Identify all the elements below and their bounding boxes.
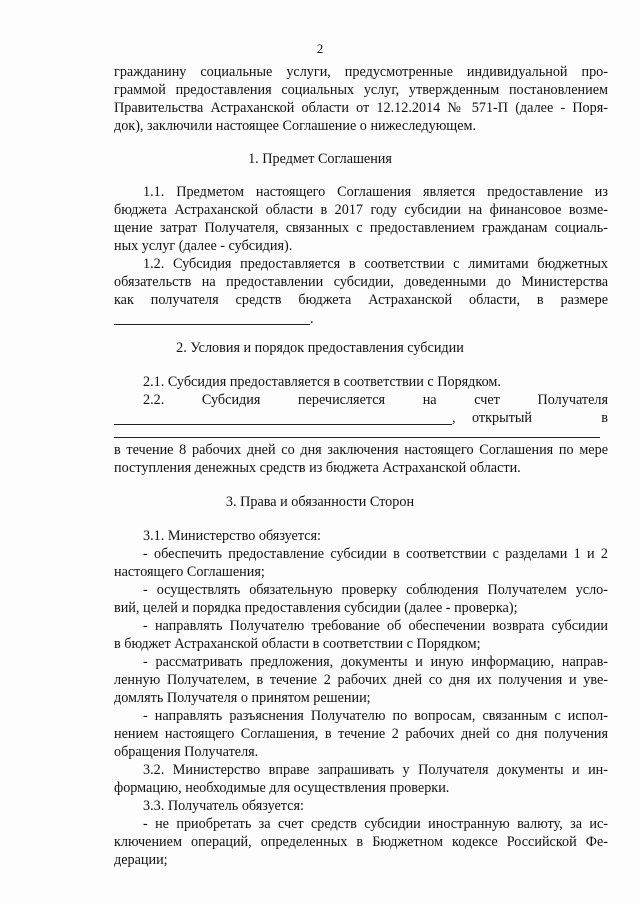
paragraph-line: - не приобретать за счет средств субсидии иностранную валюту, за ис- <box>143 816 608 832</box>
paragraph-line: 3.1. Министерство обязуется: <box>143 528 321 544</box>
paragraph-line: 3.3. Получатель обязуется: <box>143 798 304 814</box>
intro-line: граммой предоставления социальных услуг, утвержденным постановлением <box>114 82 608 98</box>
page-number: 2 <box>316 41 324 56</box>
recipient-account-blank <box>114 424 452 425</box>
paragraph-line: - направлять разъяснения Получателю по вопросам, связанным с испол- <box>143 708 608 724</box>
section-1-heading: 1. Предмет Соглашения <box>248 151 392 167</box>
paragraph-line: ных услуг (далее - субсидия). <box>114 238 293 254</box>
intro-line: Правительства Астраханской области от 12.12.2014 № 571-П (далее - Поря- <box>114 100 608 116</box>
opened-in-text: открытый в <box>472 410 608 426</box>
paragraph-line: нением настоящего Соглашения, в течение 2 рабочих дней со дня получения <box>114 726 608 742</box>
paragraph-line: - обеспечить предоставление субсидии в соответствии с разделами 1 и 2 <box>143 546 608 562</box>
paragraph-line: настоящего Соглашения; <box>114 564 265 580</box>
paragraph-line: как получателя средств бюджета Астраханской области, в размере <box>114 292 608 308</box>
intro-line: док), заключили настоящее Соглашение о нижеследующем. <box>114 118 477 134</box>
paragraph-line: - осуществлять обязательную проверку соблюдения Получателем усло- <box>143 582 608 598</box>
section-3-heading: 3. Права и обязанности Сторон <box>225 494 415 510</box>
paragraph-line: 1.1. Предметом настоящего Соглашения является предоставление из <box>143 184 608 200</box>
paragraph-line: бюджета Астраханской области в 2017 году субсидии на финансовое возме- <box>114 202 608 218</box>
paragraph-line: 2.1. Субсидия предоставляется в соответствии с Порядком. <box>143 374 501 390</box>
paragraph-line: дерации; <box>114 852 168 868</box>
paragraph-line: обязательств на предоставлении субсидии, доведенными до Министерства <box>114 274 608 290</box>
paragraph-line: 1.2. Субсидия предоставляется в соответствии с лимитами бюджетных <box>143 256 608 272</box>
paragraph-line: обращения Получателя. <box>114 744 259 760</box>
paragraph-line: формацию, необходимые для осуществления проверки. <box>114 780 450 796</box>
paragraph-line: 3.2. Министерство вправе запрашивать у Получателя документы и ин- <box>143 762 608 778</box>
paragraph-line: ленную Получателем, в течение 2 рабочих дней со дня их получения и уве- <box>114 672 608 688</box>
paragraph-line: в бюджет Астраханской области в соответствии с Порядком; <box>114 636 481 652</box>
bank-name-blank <box>114 437 600 438</box>
paragraph-line: поступления денежных средств из бюджета Астраханской области. <box>114 460 521 476</box>
paragraph-line: ключением операций, определенных в Бюджетном кодексе Российской Фе- <box>114 834 608 850</box>
paragraph-line: - направлять Получателю требование об обеспечении возврата субсидии <box>143 618 608 634</box>
amount-period: . <box>310 311 314 327</box>
amount-blank-line <box>114 324 310 325</box>
paragraph-line: в течение 8 рабочих дней со дня заключения настоящего Соглашения по мере <box>114 442 608 458</box>
paragraph-line: 2.2. Субсидия перечисляется на счет Получателя <box>143 392 608 408</box>
paragraph-line: домлять Получателя о принятом решении; <box>114 690 371 706</box>
paragraph-line: вий, целей и порядка предоставления субсидии (далее - проверка); <box>114 600 518 616</box>
paragraph-line: - рассматривать предложения, документы и иную информацию, направ- <box>143 654 608 670</box>
section-2-heading: 2. Условия и порядок предоставления субсидии <box>176 340 464 356</box>
intro-line: гражданину социальные услуги, предусмотренные индивидуальной про- <box>114 64 608 80</box>
paragraph-line: щение затрат Получателя, связанных с предоставлением гражданам социаль- <box>114 220 608 236</box>
account-comma: , <box>452 410 456 426</box>
